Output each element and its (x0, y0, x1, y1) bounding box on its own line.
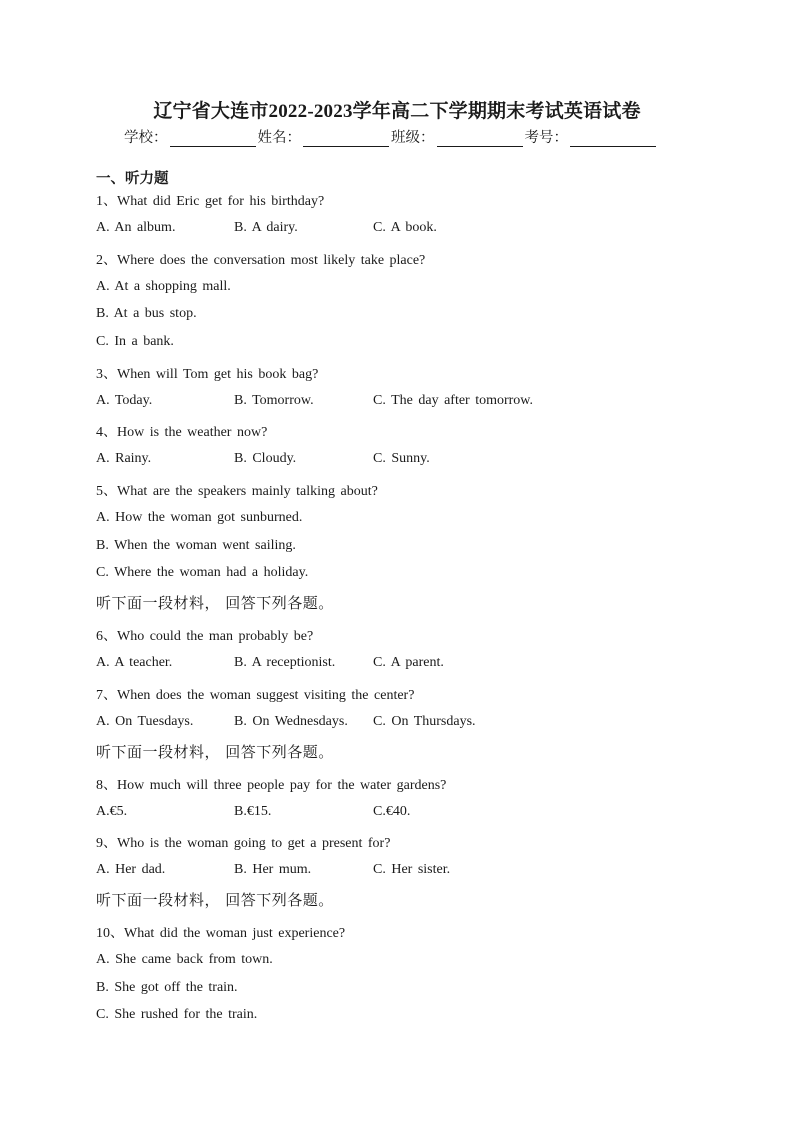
question-3-stem: 3、When will Tom get his book bag? (96, 367, 319, 382)
class-field (391, 126, 525, 147)
student-info-line (124, 126, 658, 147)
question-7-option-b: B. On Wednesdays. (234, 714, 348, 729)
question-2-option-b: B. At a bus stop. (96, 306, 197, 321)
question-5-option-b: B. When the woman went sailing. (96, 538, 296, 553)
question-4-option-c: C. Sunny. (373, 451, 430, 466)
question-6-option-a: A. A teacher. (96, 655, 173, 670)
question-2-option-c: C. In a bank. (96, 334, 174, 349)
question-6-option-c: C. A parent. (373, 655, 444, 670)
question-8-stem: 8、How much will three people pay for the water gardens? (96, 778, 447, 793)
question-2-option-a: A. At a shopping mall. (96, 279, 231, 294)
question-1-option-b: B. A dairy. (234, 220, 298, 235)
question-4-option-a: A. Rainy. (96, 451, 152, 466)
exam-number-label: 考号： (524, 130, 568, 146)
exam-number-field (525, 126, 659, 147)
question-5-stem: 5、What are the speakers mainly talking about? (96, 484, 378, 499)
question-8-option-b: B.€15. (234, 804, 272, 819)
page-title: 辽宁省大连市2022-2023学年高二下学期期末考试英语试卷 (153, 101, 641, 122)
question-5-option-c: C. Where the woman had a holiday. (96, 565, 309, 580)
class-label: 班级： (391, 130, 435, 146)
question-1-option-c: C. A book. (373, 220, 437, 235)
question-10-option-a: A. She came back from town. (96, 952, 273, 967)
name-label: 姓名： (257, 130, 301, 146)
listening-instruction-3: 听下面一段材料， 回答下列各题。 (96, 891, 334, 909)
question-8-option-a: A.€5. (96, 804, 128, 819)
question-7-option-c: C. On Thursdays. (373, 714, 476, 729)
section-heading: 一、听力题 (96, 171, 169, 187)
question-6-stem: 6、Who could the man probably be? (96, 629, 314, 644)
question-2-stem: 2、Where does the conversation most likely take place? (96, 253, 426, 268)
question-4-stem: 4、How is the weather now? (96, 425, 268, 440)
question-3-option-a: A. Today. (96, 393, 153, 408)
school-blank[interactable] (170, 130, 256, 147)
question-9-stem: 9、Who is the woman going to get a present for? (96, 836, 391, 851)
listening-instruction-2: 听下面一段材料， 回答下列各题。 (96, 743, 334, 761)
name-field (258, 126, 392, 147)
question-9-option-c: C. Her sister. (373, 862, 451, 877)
question-9-option-b: B. Her mum. (234, 862, 312, 877)
class-blank[interactable] (437, 130, 523, 147)
question-5-option-a: A. How the woman got sunburned. (96, 510, 303, 525)
question-10-option-b: B. She got off the train. (96, 980, 238, 995)
question-10-option-c: C. She rushed for the train. (96, 1007, 258, 1022)
listening-instruction-1: 听下面一段材料， 回答下列各题。 (96, 594, 334, 612)
school-label: 学校： (124, 130, 168, 146)
school-field (124, 126, 258, 147)
question-7-stem: 7、When does the woman suggest visiting the center? (96, 688, 415, 703)
question-9-option-a: A. Her dad. (96, 862, 166, 877)
name-blank[interactable] (303, 130, 389, 147)
exam-number-blank[interactable] (570, 130, 656, 147)
question-4-option-b: B. Cloudy. (234, 451, 297, 466)
question-3-option-c: C. The day after tomorrow. (373, 393, 534, 408)
question-6-option-b: B. A receptionist. (234, 655, 336, 670)
question-10-stem: 10、What did the woman just experience? (96, 926, 346, 941)
question-8-option-c: C.€40. (373, 804, 411, 819)
question-3-option-b: B. Tomorrow. (234, 393, 314, 408)
question-1-stem: 1、What did Eric get for his birthday? (96, 194, 325, 209)
question-1-option-a: A. An album. (96, 220, 176, 235)
question-7-option-a: A. On Tuesdays. (96, 714, 194, 729)
